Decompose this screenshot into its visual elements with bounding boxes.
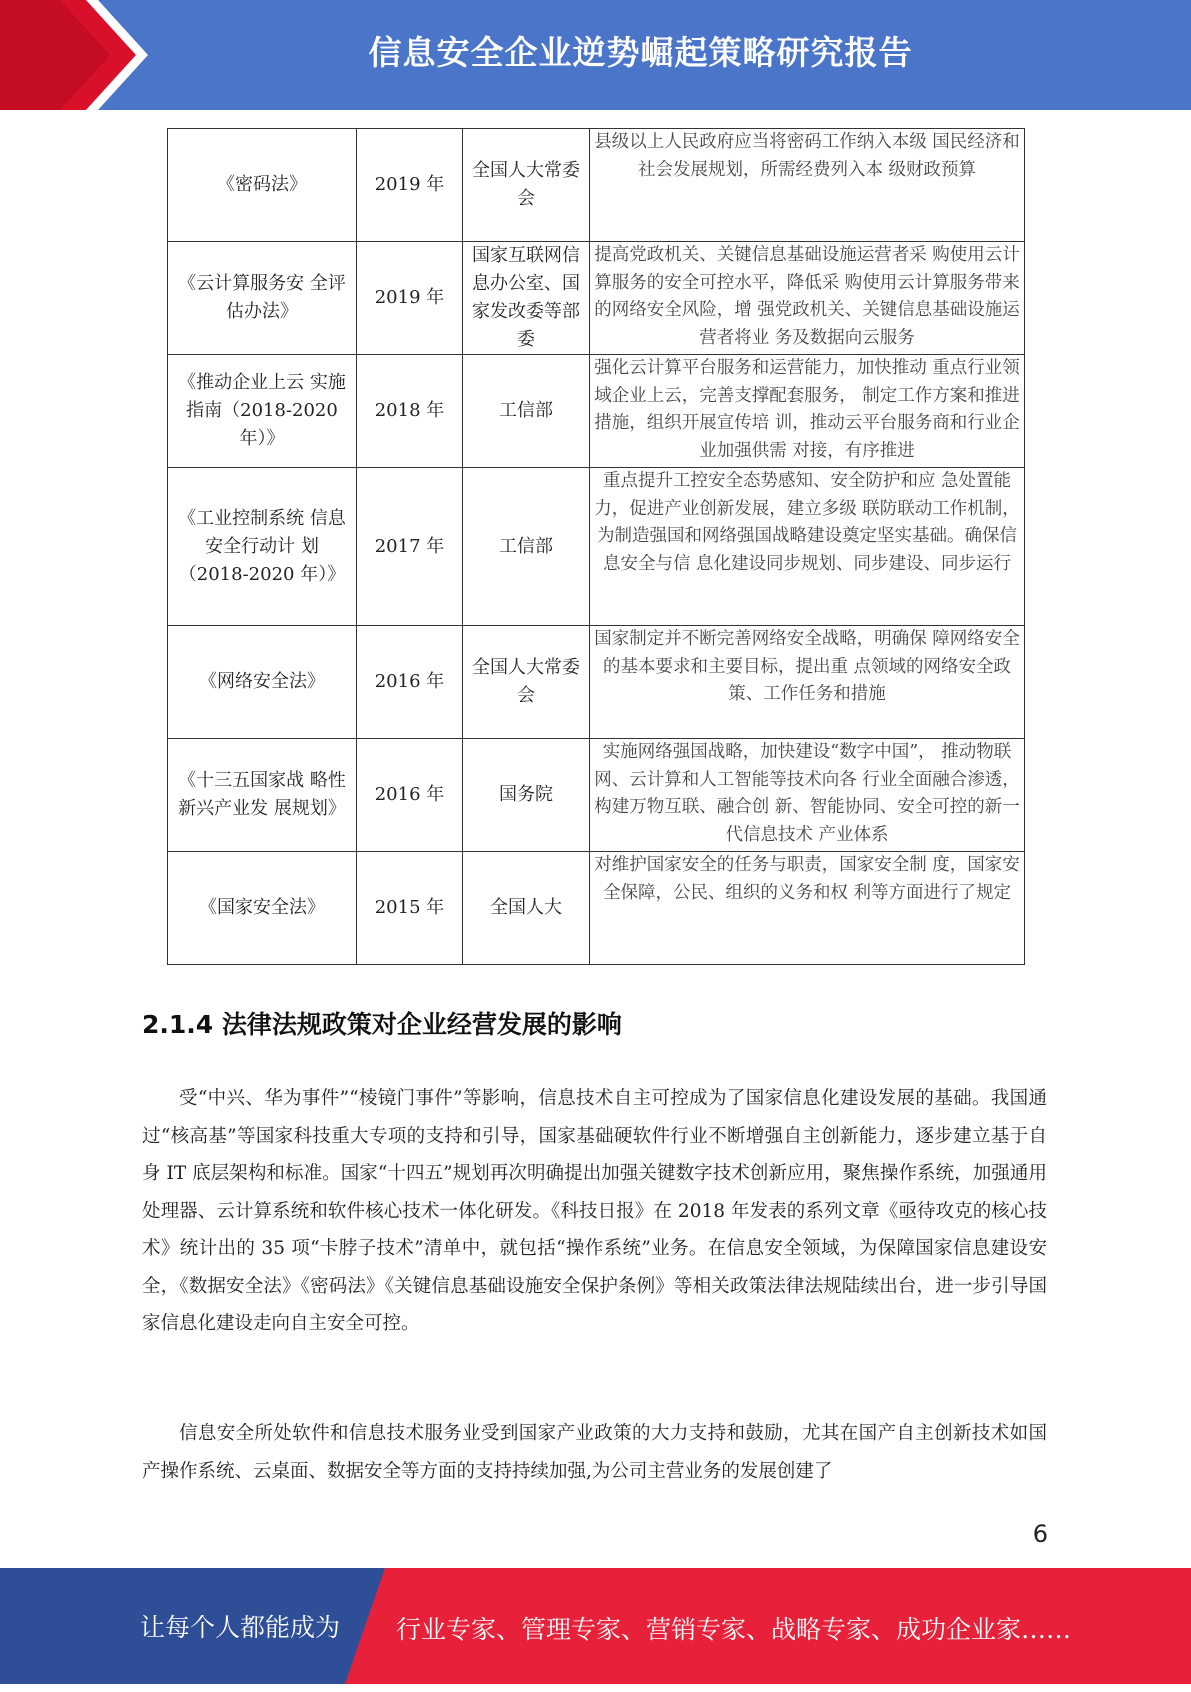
policy-content-cell: 实施网络强国战略，加快建设“数字中国”， 推动物联网、云计算和人工智能等技术向各 行业全面融合渗透，构建万物互联、融合创 新、智能协同、安全可控的新一代信息技术 产业体系	[594, 742, 1020, 845]
table-row	[168, 852, 1025, 965]
policy-content-cell: 提高党政机关、关键信息基础设施运营者采 购使用云计算服务的安全可控水平，降低采 购使用云计算服务带来的网络安全风险，增 强党政机关、关键信息基础设施运营者将业 务及数据向云服务	[594, 245, 1020, 348]
policy-content-cell: 强化云计算平台服务和运营能力，加快推动 重点行业领域企业上云，完善支撑配套服务， 制定工作方案和推进措施，组织开展宣传培 训，推动云平台服务商和行业企业加强供需 对接，有序推进	[594, 358, 1020, 461]
body-paragraph: 信息安全所处软件和信息技术服务业受到国家产业政策的大力支持和鼓励，尤其在国产自主创新技术如国产操作系统、云桌面、数据安全等方面的支持持续加强,为公司主营业务的发展创建了	[142, 1423, 1047, 1482]
policy-year-cell: 2017 年	[357, 468, 463, 626]
policy-year-cell: 2016 年	[357, 739, 463, 852]
policy-issuer-cell: 国家互联网信息办公室、国家发改委等部委	[472, 245, 580, 350]
policy-year-cell: 2018 年	[357, 355, 463, 468]
policy-content-cell: 对维护国家安全的任务与职责，国家安全制 度，国家安全保障，公民、组织的义务和权 利等方面进行了规定	[590, 852, 1025, 965]
policy-issuer-cell: 全国人大常委会	[463, 626, 590, 739]
policy-content-cell: 国家制定并不断完善网络安全战略，明确保 障网络安全的基本要求和主要目标，提出重 点领域的网络安全政策、工作任务和措施	[590, 626, 1025, 739]
header-red-arrow-decoration	[0, 0, 150, 110]
table-row	[168, 129, 1025, 242]
footer-slogan-right: 行业专家、管理专家、营销专家、战略专家、成功企业家……	[396, 1615, 1072, 1644]
policy-name-cell: 《密码法》	[168, 129, 357, 242]
policy-name-cell: 《国家安全法》	[168, 852, 357, 965]
policy-year-cell: 2015 年	[357, 852, 463, 965]
page-header	[0, 0, 1191, 110]
policy-issuer-cell: 国务院	[463, 739, 590, 852]
footer-slogan-left: 让每个人都能成为	[140, 1613, 341, 1642]
policy-name-cell: 《十三五国家战 略性新兴产业发 展规划》	[168, 739, 357, 852]
policy-name-cell: 《云计算服务安 全评估办法》	[168, 242, 357, 355]
table-row	[168, 626, 1025, 739]
body-paragraph: 受“中兴、华为事件”“棱镜门事件”等影响，信息技术自主可控成为了国家信息化建设发展的基础。我国通过“核高基”等国家科技重大专项的支持和引导，国家基础硬软件行业不断增强自主创新能力，逐步建立基于自身 IT 底层架构和标准。国家“十四五”规划再次明确提出加强关键数字技术创新应用，聚焦操作系统，加强通用处理器、云计算系统和软件核心技术一体化研发。《科技日报》在 2018 年发表的系列文章《亟待攻克的核心技术》统计出的 35 项“卡脖子技术”清单中，就包括“操作系统”业务。在信息安全领域，为保障国家信息建设安全，《数据安全法》《密码法》《关键信息基础设施安全保护条例》等相关政策法律法规陆续出台，进一步引导国家信息化建设走向自主安全可控。	[142, 1088, 1047, 1334]
page-footer	[0, 1568, 1191, 1684]
policy-year-cell: 2016 年	[357, 626, 463, 739]
policy-name-cell: 《工业控制系统 信息安全行动计 划（2018-2020 年）》	[168, 468, 357, 626]
policy-issuer-cell: 全国人大常委会	[463, 129, 590, 242]
policy-table	[167, 128, 1025, 965]
policy-issuer-cell: 工信部	[463, 468, 590, 626]
report-title: 信息安全企业逆势崛起策略研究报告	[368, 33, 913, 72]
section-heading: 2.1.4 法律法规政策对企业经营发展的影响	[142, 1010, 622, 1039]
policy-year-cell: 2019 年	[357, 242, 463, 355]
policy-content-cell: 县级以上人民政府应当将密码工作纳入本级 国民经济和社会发展规划，所需经费列入本 级财政预算	[590, 129, 1025, 242]
table-row	[168, 242, 1025, 355]
policy-issuer-cell: 工信部	[463, 355, 590, 468]
table-row	[168, 355, 1025, 468]
policy-name-cell: 《网络安全法》	[168, 626, 357, 739]
policy-year-cell: 2019 年	[357, 129, 463, 242]
page-number: 6	[1032, 1520, 1048, 1548]
table-row	[168, 468, 1025, 626]
policy-issuer-cell: 全国人大	[463, 852, 590, 965]
policy-content-cell: 重点提升工控安全态势感知、安全防护和应 急处置能力，促进产业创新发展，建立多级 联防联动工作机制，为制造强国和网络强国战略建设奠定坚实基础。确保信息安全与信 息化建设同步规划、同步建设、同步运行	[590, 468, 1025, 626]
policy-name-cell: 《推动企业上云 实施指南（2018-2020 年）》	[168, 355, 357, 468]
table-row	[168, 739, 1025, 852]
